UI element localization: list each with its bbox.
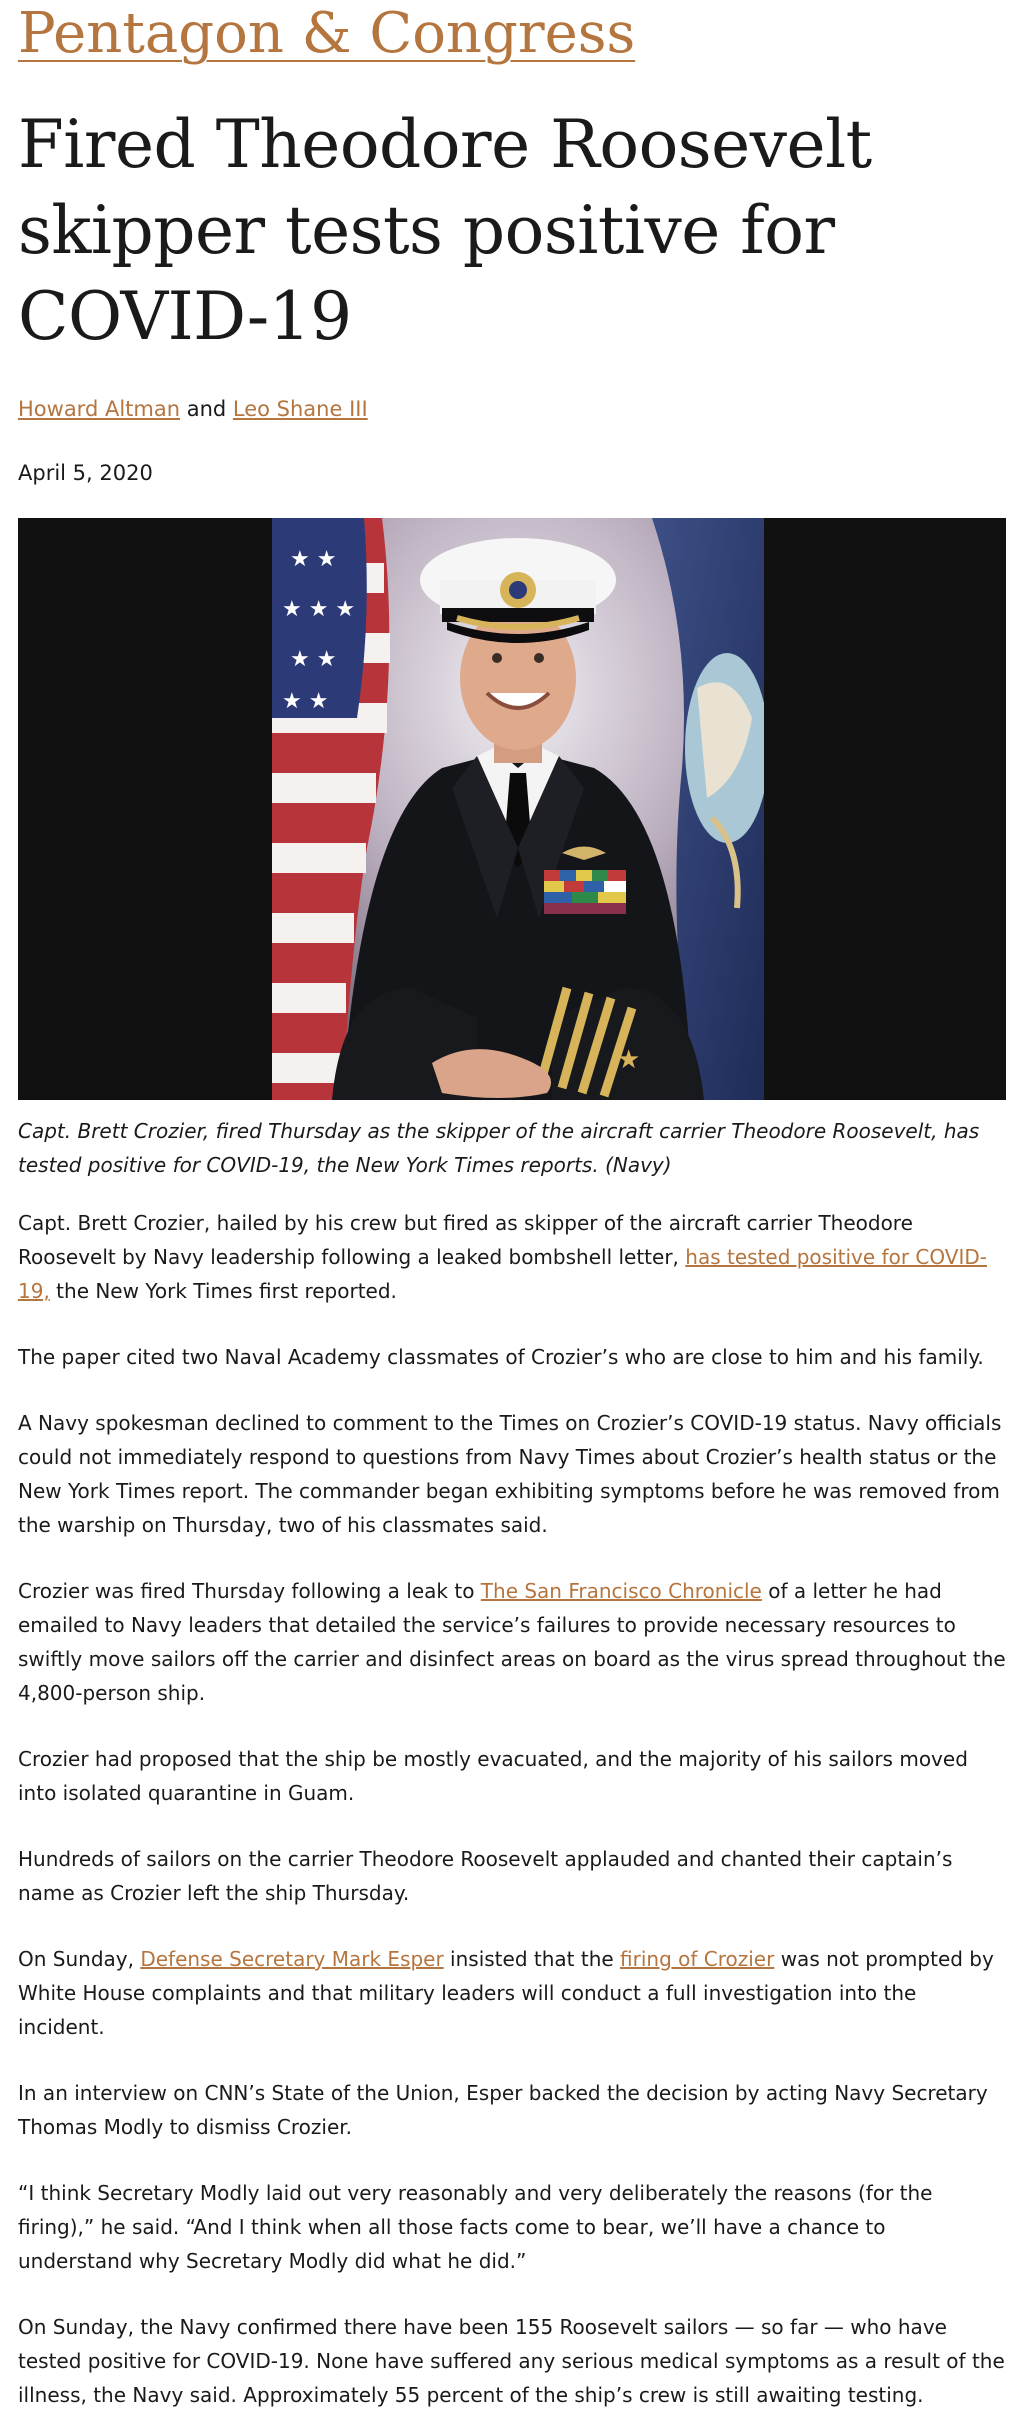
publish-date: April 5, 2020 (18, 461, 153, 485)
article-photo (18, 518, 1006, 1100)
author-link-leo-shane[interactable]: Leo Shane III (232, 397, 368, 421)
paragraph-9: “I think Secretary Modly laid out very reasonably and very deliberately the reasons (for the firing),” he said. “And I think when all those facts come to bear, we’ll have a chance to understand why Secretary Modly did what he did.” (18, 2181, 933, 2273)
svg-text:★ ★: ★ ★ (290, 647, 337, 672)
link-tested-positive[interactable]: has tested positive for COVID-19, (18, 1245, 987, 1303)
paragraph-8: In an interview on CNN’s State of the Union, Esper backed the decision by acting Navy Secretary Thomas Modly to dismiss Crozier. (18, 2081, 988, 2139)
paragraph-10: On Sunday, the Navy confirmed there have been 155 Roosevelt sailors — so far — who have tested positive for COVID-19. None have suffered any serious medical symptoms as a result of the illness, the Navy said. Approximately 55 percent of the ship’s crew is still awaiting testing. (18, 2315, 1005, 2407)
photo-caption: Capt. Brett Crozier, fired Thursday as the skipper of the aircraft carrier Theodore Roosevelt, has tested positive for COVID-19, the New York Times reports. (Navy) (18, 1119, 980, 1177)
paragraph-6: Hundreds of sailors on the carrier Theodore Roosevelt applauded and chanted their captain’s name as Crozier left the ship Thursday. (18, 1847, 953, 1905)
section-link[interactable]: Pentagon & Congress (18, 1, 636, 66)
paragraph-7: On Sunday, Defense Secretary Mark Esper insisted that the firing of Crozier was not prompted by White House complaints and that military leaders will conduct a full investigation into the incident. (18, 1947, 994, 2039)
paragraph-2: The paper cited two Naval Academy classmates of Crozier’s who are close to him and his family. (18, 1345, 984, 1369)
link-sf-chronicle[interactable]: The San Francisco Chronicle (480, 1579, 762, 1603)
svg-text:★ ★: ★ ★ (290, 547, 337, 572)
link-firing-of-crozier[interactable]: firing of Crozier (620, 1947, 775, 1971)
paragraph-4: Crozier was fired Thursday following a leak to The San Francisco Chronicle of a letter he had emailed to Navy leaders that detailed the service’s failures to provide necessary resources to swiftly move sailors off the carrier and disinfect areas on board as the virus spread throughout the 4,800-person ship. (18, 1579, 1006, 1705)
byline (18, 394, 1006, 424)
article-body (18, 1206, 1006, 2412)
author-link-howard-altman[interactable]: Howard Altman (18, 397, 181, 421)
svg-text:★: ★ (617, 1045, 641, 1075)
svg-text:★ ★ ★: ★ ★ ★ (282, 597, 356, 622)
navy-portrait-photo (272, 518, 764, 1100)
link-mark-esper[interactable]: Defense Secretary Mark Esper (140, 1947, 444, 1971)
headline: Fired Theodore Roosevelt skipper tests positive for COVID-19 (18, 106, 872, 355)
officer-cap (420, 538, 616, 643)
svg-text:★ ★: ★ ★ (282, 689, 329, 714)
paragraph-5: Crozier had proposed that the ship be mostly evacuated, and the majority of his sailors moved into isolated quarantine in Guam. (18, 1747, 968, 1805)
paragraph-1: Capt. Brett Crozier, hailed by his crew but fired as skipper of the aircraft carrier Theodore Roosevelt by Navy leadership following a leaked bombshell letter, has tested positive for COVID-19, the New York Times first reported. (18, 1211, 987, 1303)
paragraph-3: A Navy spokesman declined to comment to the Times on Crozier’s COVID-19 status. Navy officials could not immediately respond to questions from Navy Times about Crozier’s health status or the New York Times report. The commander began exhibiting symptoms before he was removed from the warship on Thursday, two of his classmates said. (18, 1411, 1002, 1537)
byline-conjunction: and (180, 397, 233, 421)
